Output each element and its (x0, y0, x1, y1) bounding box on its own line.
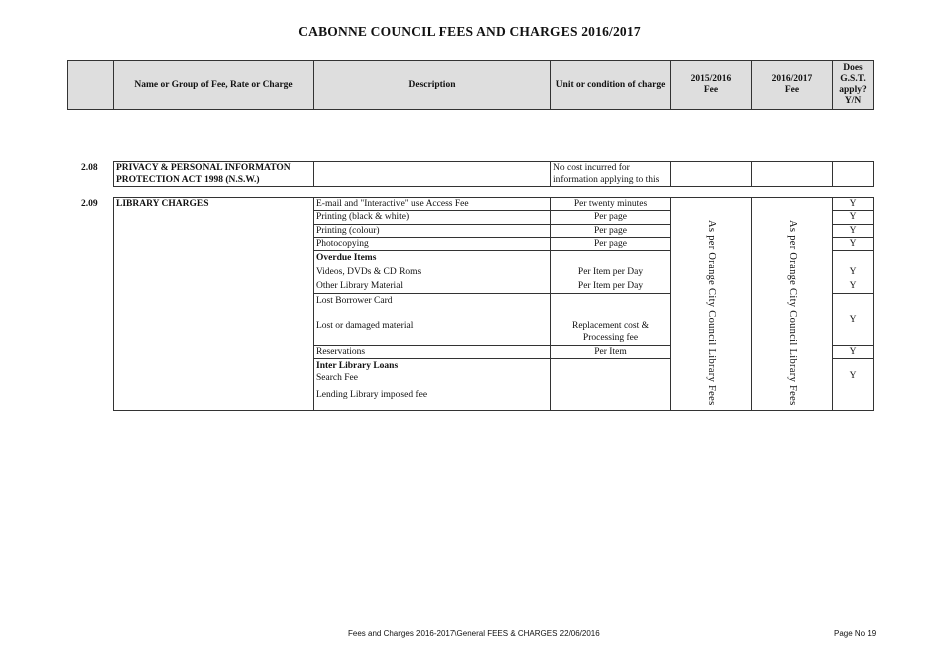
fee-2015-vertical-note: As per Orange City Council Library Fees (706, 220, 717, 406)
fee-2015-cell (671, 198, 752, 411)
row-lost-unit (551, 294, 671, 346)
row-overdue-other: Other Library Material (316, 281, 404, 292)
row-lost-desc (314, 294, 551, 346)
header-fee-2015 (671, 61, 752, 110)
header-description: Description (314, 61, 551, 110)
row-email-unit: Per twenty minutes (551, 198, 671, 211)
section-2-08-fee-2015 (671, 162, 752, 187)
header-gst-line4: Y/N (844, 96, 862, 106)
table-row (114, 198, 874, 211)
header-fee-2015-label: Fee (703, 85, 719, 95)
section-2-08-table (113, 161, 874, 187)
row-email-desc: E-mail and "Interactive" use Access Fee (314, 198, 551, 211)
section-2-08-unit-line1: No cost incurred for (553, 163, 630, 173)
fee-2016-vertical-note: As per Orange City Council Library Fees (787, 220, 798, 406)
section-2-09-table (113, 197, 874, 411)
row-ill-heading: Inter Library Loans (316, 361, 399, 372)
row-bw-unit: Per page (551, 211, 671, 224)
header-fee-2016-year: 2016/2017 (771, 74, 813, 84)
header-unit: Unit or condition of charge (551, 61, 671, 110)
row-overdue-heading: Overdue Items (316, 253, 377, 264)
row-email-gst: Y (833, 198, 874, 211)
row-reservations-unit: Per Item (551, 346, 671, 359)
header-fee-2015-year: 2015/2016 (690, 74, 732, 84)
header-fee-2016-label: Fee (784, 85, 800, 95)
row-overdue-unit (551, 251, 671, 294)
section-number-2-09: 2.09 (81, 199, 98, 209)
header-gst-line3: apply? (839, 85, 867, 95)
header-name: Name or Group of Fee, Rate or Charge (114, 61, 314, 110)
row-ill-desc (314, 359, 551, 410)
row-ill-lending: Lending Library imposed fee (316, 390, 428, 401)
row-overdue-gst (833, 251, 874, 294)
row-ill-search: Search Fee (316, 373, 358, 384)
row-colour-desc: Printing (colour) (314, 224, 551, 237)
row-bw-desc: Printing (black & white) (314, 211, 551, 224)
row-overdue-gst-other: Y (849, 281, 857, 292)
row-lost-unit-line1: Replacement cost & (571, 321, 650, 332)
header-table (67, 60, 874, 110)
row-colour-unit: Per page (551, 224, 671, 237)
row-overdue-desc (314, 251, 551, 294)
row-reservations-desc: Reservations (314, 346, 551, 359)
row-reservations-gst: Y (833, 346, 874, 359)
section-2-08-unit (551, 162, 671, 187)
section-2-09-name: LIBRARY CHARGES (114, 198, 314, 411)
footer-path: Fees and Charges 2016-2017\General FEES & CHARGES 22/06/2016 (348, 629, 600, 638)
row-overdue-unit-other: Per Item per Day (577, 281, 644, 292)
row-overdue-gst-videos: Y (849, 267, 857, 278)
row-ill-unit (551, 359, 671, 410)
section-2-08-unit-line2: information applying to this (553, 175, 660, 185)
row-photo-gst: Y (833, 237, 874, 250)
header-gst (833, 61, 874, 110)
header-gst-line1: Does (843, 63, 863, 73)
section-2-08-description (314, 162, 551, 187)
header-gst-line2: G.S.T. (840, 74, 866, 84)
row-photo-desc: Photocopying (314, 237, 551, 250)
page-title: CABONNE COUNCIL FEES AND CHARGES 2016/2017 (298, 24, 641, 39)
footer-page-number: Page No 19 (834, 629, 877, 638)
row-lost-card: Lost Borrower Card (316, 296, 393, 307)
row-lost-unit-line2: Processing fee (582, 333, 639, 344)
section-2-08-name-line1: PRIVACY & PERSONAL INFORMATON (116, 163, 291, 173)
row-photo-unit: Per page (551, 237, 671, 250)
row-lost-gst: Y (833, 294, 874, 346)
row-bw-gst: Y (833, 211, 874, 224)
row-lost-material: Lost or damaged material (316, 321, 414, 332)
header-fee-2016 (752, 61, 833, 110)
header-blank (68, 61, 114, 110)
section-number-2-08: 2.08 (81, 163, 98, 173)
row-overdue-unit-videos: Per Item per Day (577, 267, 644, 278)
section-2-08-fee-2016 (752, 162, 833, 187)
row-ill-gst: Y (833, 359, 874, 410)
section-2-08-gst (833, 162, 874, 187)
row-overdue-videos: Videos, DVDs & CD Roms (316, 267, 422, 278)
section-2-08-name (114, 162, 314, 187)
section-2-08-name-line2: PROTECTION ACT 1998 (N.S.W.) (116, 175, 260, 185)
fee-2016-cell (752, 198, 833, 411)
row-colour-gst: Y (833, 224, 874, 237)
